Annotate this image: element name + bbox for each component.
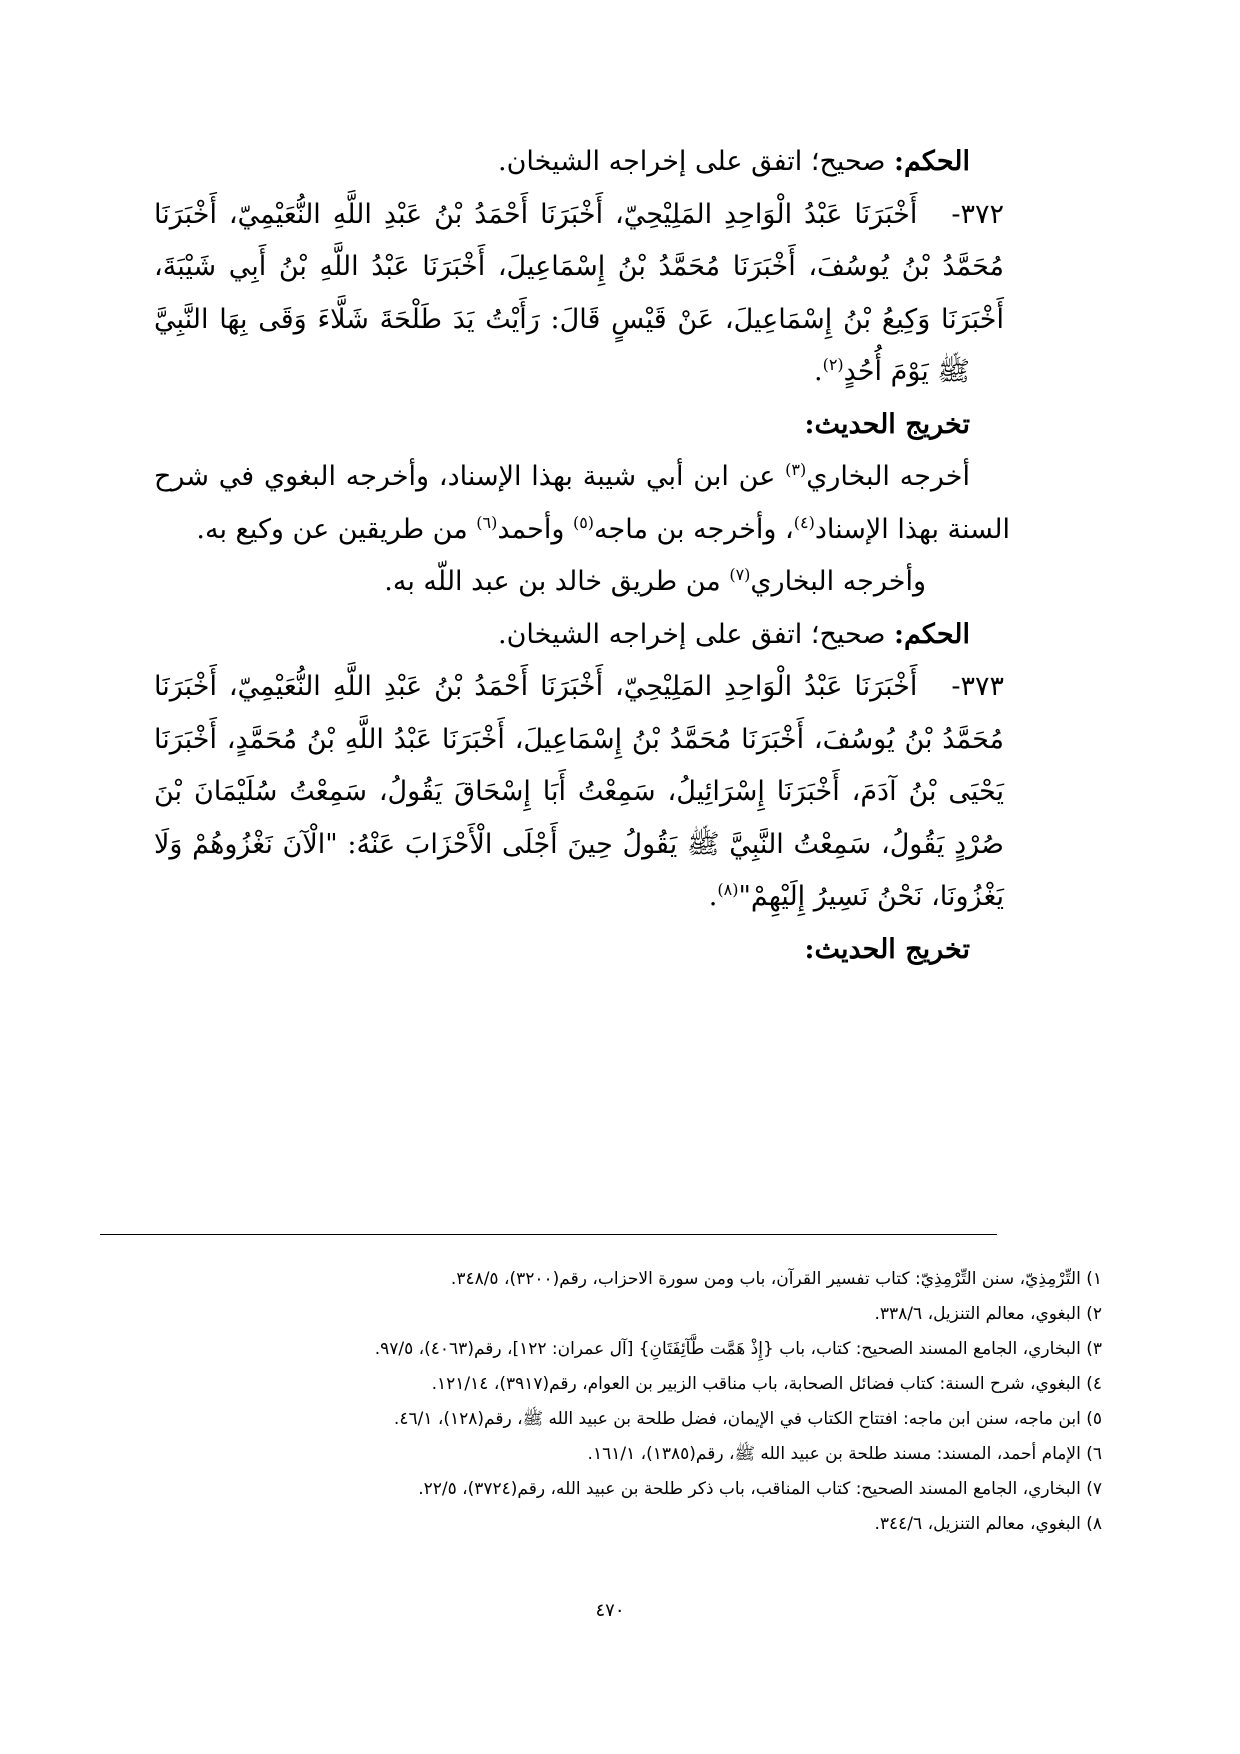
- hadith-372-line-4: ﷺ يَوْمَ أُحُدٍ$^{(٢)}$.: [813, 355, 970, 387]
- footnote-5: ٥) ابن ماجه، سنن ابن ماجه: افتتاح الكتاب في الإيمان، فضل طلحة بن عبيد الله ﷺ، رقم(١٢٨)، ٤٦/١.: [393, 1409, 1102, 1429]
- footnote-3: ٣) البخاري، الجامع المسند الصحيح: كتاب، باب {إِذْ هَمَّت طَّآئِفَتَانِ} [آل عمران: ١٢٢]، رقم(٤٠٦٣)، ٩٧/٥.: [374, 1339, 1102, 1359]
- takhrij-line-2: السنة بهذا الإسناد$^{(٤)}$، وأخرجه بن ماجه$^{(٥)}$ وأحمد$^{(٦)}$ من طريقين عن وكيع به.: [196, 512, 1010, 545]
- footnote-4: ٤) البغوي، شرح السنة: كتاب فضائل الصحابة، باب مناقب الزبير بن العوام، رقم(٣٩١٧)، ١٢١/١٤.: [431, 1374, 1102, 1394]
- hadith-373-line-3: يَحْيَى بْنُ آدَمَ، أَخْبَرَنَا إِسْرَائِيلُ، سَمِعْتُ أَبَا إِسْحَاقَ يَقُولُ، سَمِعْتُ سُلَيْمَانَ بْنَ: [154, 776, 1004, 807]
- takhrij-line-3: وأخرجه البخاري$^{(٧)}$ من طريق خالد بن عبد اللّه به.: [384, 565, 926, 597]
- ruling-line: [154, 609, 1004, 662]
- footnote-ref[interactable]: (٨): [717, 880, 739, 899]
- footnote-6: ٦) الإمام أحمد، المسند: مسند طلحة بن عبيد الله ﷺ، رقم(١٣٨٥)، ١٦١/١.: [587, 1444, 1102, 1464]
- section-heading: تخريج الحديث:: [804, 933, 970, 965]
- footnote-ref[interactable]: (٢): [822, 355, 844, 374]
- page-number: ٤٧٠: [595, 1600, 625, 1621]
- footnote-1: ١) التِّرْمِذِيّ، سنن التِّرْمِذِيّ: كتاب تفسير القرآن، باب ومن سورة الاحزاب، رقم(٣٢٠٠)، ٣٤٨/٥.: [450, 1269, 1102, 1289]
- ruling-label: الحكم:: [893, 146, 970, 177]
- footnote-ref[interactable]: (٧): [729, 565, 751, 584]
- footnote-ref[interactable]: (٣): [785, 460, 807, 479]
- takhrij-line-1: أخرجه البخاري$^{(٣)}$ عن ابن أبي شيبة بهذا الإسناد، وأخرجه البغوي في شرح: [154, 460, 970, 492]
- hadith-372-line-1: ٣٧٢-أَخْبَرَنَا عَبْدُ الْوَاحِدِ المَلِيْحِيّ، أَخْبَرَنَا أَحْمَدُ بْنُ عَبْدِ اللَّهِ النُّعَيْمِيّ، أَخْبَرَنَا: [154, 189, 1004, 242]
- footnote-8: ٨) البغوي، معالم التنزيل، ٣٤٤/٦.: [874, 1514, 1102, 1534]
- footnotes: [122, 1262, 1102, 1542]
- hadith-373-line-4: صُرْدٍ يَقُولُ، سَمِعْتُ النَّبِيَّ ﷺ يَقُولُ حِينَ أَجْلَى الْأَحْزَابَ عَنْهُ: "الْآنَ نَغْزُوهُمْ وَلَا: [154, 828, 1004, 860]
- footnote-separator: [100, 1234, 997, 1235]
- footnote-7: ٧) البخاري، الجامع المسند الصحيح: كتاب المناقب، باب ذكر طلحة بن عبيد الله، رقم(٣٧٢٤)، ٢٢/٥.: [418, 1479, 1102, 1499]
- hadith-372-line-2: مُحَمَّدُ بْنُ يُوسُفَ، أَخْبَرَنَا مُحَمَّدُ بْنُ إِسْمَاعِيلَ، أَخْبَرَنَا عَبْدُ اللَّهِ بْنُ أَبِي شَيْبَةَ،: [154, 251, 1004, 282]
- hadith-number: ٣٧٢-: [951, 198, 1004, 230]
- hadith-373-line-1: ٣٧٣-أَخْبَرَنَا عَبْدُ الْوَاحِدِ المَلِيْحِيّ، أَخْبَرَنَا أَحْمَدُ بْنُ عَبْدِ اللَّهِ النُّعَيْمِيّ، أَخْبَرَنَا: [154, 661, 1004, 714]
- section-heading: تخريج الحديث:: [804, 408, 970, 440]
- ruling-line: [154, 136, 1004, 189]
- ruling-label: الحكم:: [893, 618, 970, 650]
- ruling-text: صحيح؛ اتفق على إخراجه الشيخان.: [498, 618, 894, 650]
- footnote-ref[interactable]: (٦): [476, 512, 498, 532]
- hadith-373-line-5: يَغْزُونَا، نَحْنُ نَسِيرُ إِلَيْهِمْ"$^{(٨)}$.: [708, 880, 1004, 912]
- footnote-2: ٢) البغوي، معالم التنزيل، ٣٣٨/٦.: [874, 1304, 1102, 1324]
- hadith-number: ٣٧٣-: [951, 671, 1004, 702]
- main-text: [154, 136, 1010, 976]
- ruling-text: صحيح؛ اتفق على إخراجه الشيخان.: [498, 146, 894, 177]
- hadith-373-line-2: مُحَمَّدُ بْنُ يُوسُفَ، أَخْبَرَنَا مُحَمَّدُ بْنُ إِسْمَاعِيلَ، أَخْبَرَنَا عَبْدُ اللَّهِ بْنُ مُحَمَّدٍ، أَخْبَرَنَا: [154, 723, 1004, 755]
- footnote-ref[interactable]: (٥): [572, 512, 595, 532]
- hadith-372-line-3: أَخْبَرَنَا وَكِيعُ بْنُ إِسْمَاعِيلَ، عَنْ قَيْسٍ قَالَ: رَأَيْتُ يَدَ طَلْحَةَ شَلَّاءَ وَقَى بِهَا النَّبِيَّ: [154, 303, 1004, 335]
- footnote-ref[interactable]: (٤): [793, 512, 815, 532]
